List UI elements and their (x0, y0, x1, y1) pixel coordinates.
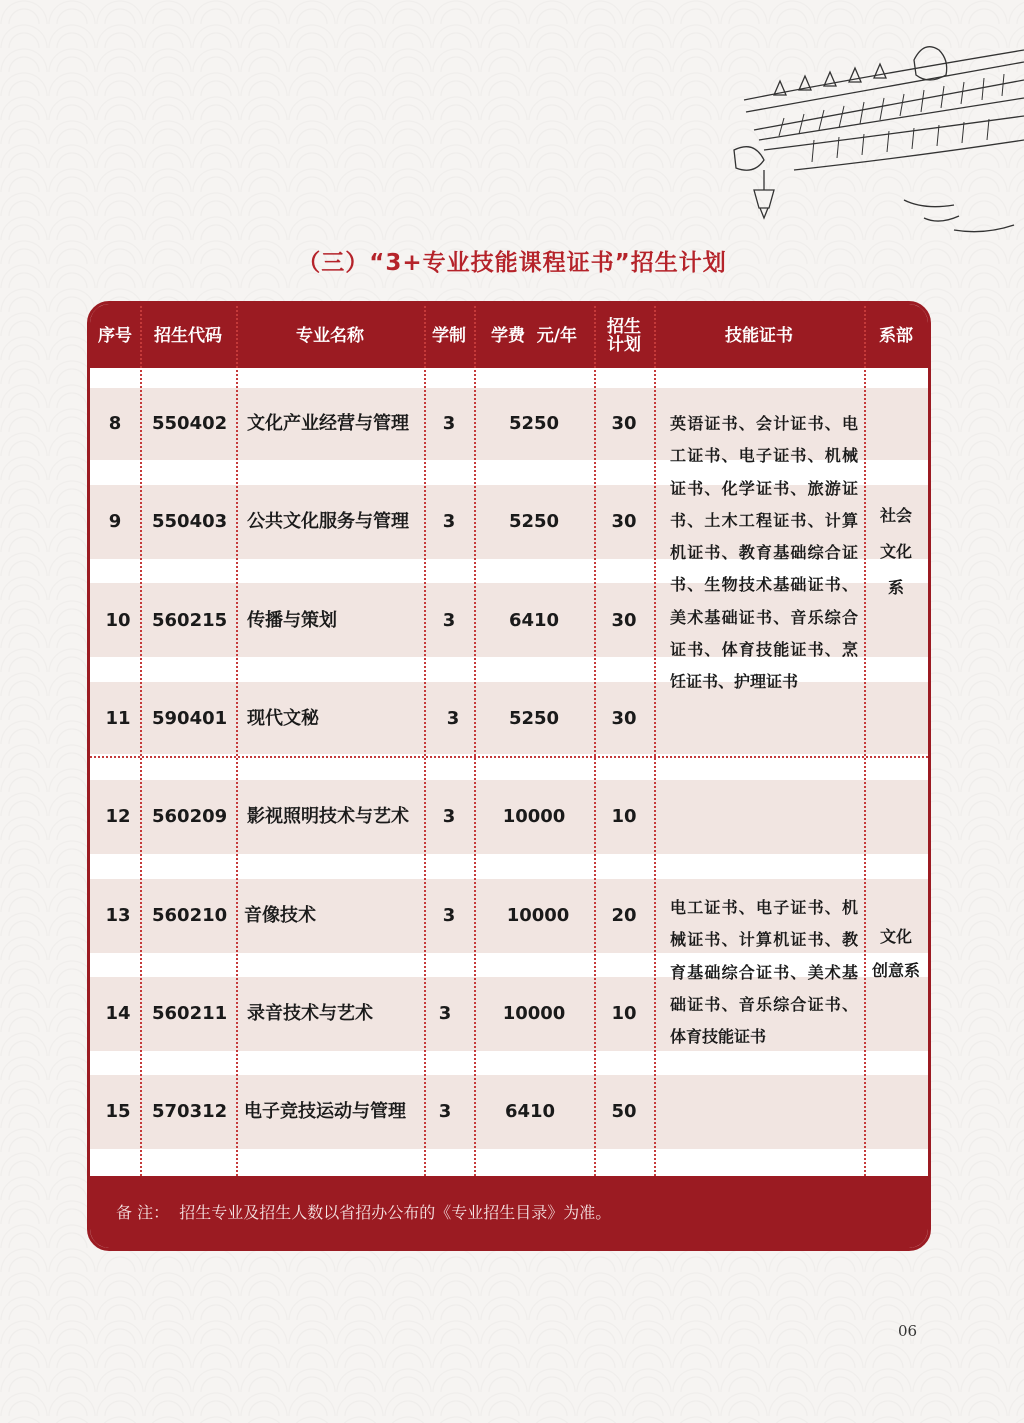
cell-name: 现代文秘 (247, 708, 319, 729)
note-text: 备 注： 招生专业及招生人数以省招办公布的《专业招生目录》为准。 (116, 1203, 612, 1222)
cell-years: 3 (442, 511, 456, 532)
cell-seq: 10 (105, 610, 131, 631)
certificates-group-1: 英语证书、会计证书、电工证书、电子证书、机械证书、化学证书、旅游证书、土木工程证书、计算机证书、教育基础综合证书、生物技术基础证书、美术基础证书、音乐综合证书、体育技能证书、烹饪证书、护理证书 (670, 414, 858, 692)
cell-name: 文化产业经营与管理 (247, 413, 409, 434)
cell-code: 560211 (152, 1003, 228, 1024)
table-note (90, 1176, 928, 1248)
cell-plan: 30 (611, 708, 637, 729)
cell-plan: 10 (611, 1003, 637, 1024)
group-divider (90, 756, 928, 758)
cell-plan: 50 (611, 1101, 637, 1122)
cell-seq: 8 (108, 413, 122, 434)
cell-plan: 10 (611, 806, 637, 827)
cell-plan: 30 (611, 413, 637, 434)
certificates-group-2: 电工证书、电子证书、机械证书、计算机证书、教育基础综合证书、美术基础证书、音乐综合证书、体育技能证书 (670, 898, 858, 1047)
cell-code: 560215 (152, 610, 228, 631)
cell-name: 电子竞技运动与管理 (244, 1101, 406, 1122)
cell-seq: 14 (105, 1003, 131, 1024)
cell-code: 550402 (152, 413, 228, 434)
cell-fee: 6410 (508, 610, 560, 631)
cell-name: 影视照明技术与艺术 (247, 806, 409, 827)
cell-name: 传播与策划 (247, 610, 337, 631)
cell-seq: 13 (105, 905, 131, 926)
page-number: 06 (898, 1322, 918, 1340)
cell-seq: 12 (105, 806, 131, 827)
cell-fee: 5250 (508, 708, 560, 729)
cell-years: 3 (442, 413, 456, 434)
header-certs: 技能证书 (725, 326, 793, 346)
header-fee: 学费 元/年 (490, 326, 578, 346)
department-group-2: 文化 创意系 (871, 927, 920, 980)
cell-plan: 30 (611, 610, 637, 631)
header-code: 招生代码 (154, 326, 222, 346)
cell-fee: 10000 (506, 905, 570, 926)
column-divider (654, 306, 656, 1176)
column-divider (864, 306, 866, 1176)
table-header (90, 304, 928, 368)
cell-code: 570312 (152, 1101, 228, 1122)
cell-code: 550403 (152, 511, 228, 532)
column-divider (236, 306, 238, 1176)
enrollment-table (87, 301, 931, 1251)
header-years: 学制 (432, 326, 466, 346)
cell-code: 560209 (152, 806, 228, 827)
cell-seq: 15 (105, 1101, 131, 1122)
cell-plan: 30 (611, 511, 637, 532)
header-dept: 系部 (879, 326, 913, 346)
roof-eave-icon (724, 40, 1024, 240)
cell-seq: 9 (108, 511, 122, 532)
cell-seq: 11 (105, 708, 131, 729)
cell-years: 3 (438, 1101, 452, 1122)
cell-code: 560210 (152, 905, 228, 926)
column-divider (140, 306, 142, 1176)
cell-fee: 5250 (508, 413, 560, 434)
cell-code: 590401 (152, 708, 228, 729)
page-title: （三）“3+专业技能课程证书”招生计划 (297, 250, 727, 276)
header-seq: 序号 (98, 326, 132, 346)
cell-name: 公共文化服务与管理 (247, 511, 409, 532)
cell-years: 3 (442, 806, 456, 827)
header-plan: 招生 计划 (607, 317, 641, 355)
cell-plan: 20 (611, 905, 637, 926)
header-name: 专业名称 (296, 326, 364, 346)
cell-years: 3 (442, 610, 456, 631)
department-group-1: 社会 文化 系 (879, 506, 912, 597)
cell-fee: 6410 (504, 1101, 556, 1122)
cell-fee: 10000 (502, 1003, 566, 1024)
cell-years: 3 (442, 905, 456, 926)
cell-name: 音像技术 (244, 905, 316, 926)
cell-name: 录音技术与艺术 (247, 1003, 373, 1024)
cell-fee: 5250 (508, 511, 560, 532)
cell-years: 3 (438, 1003, 452, 1024)
cell-years: 3 (446, 708, 460, 729)
cell-fee: 10000 (502, 806, 566, 827)
